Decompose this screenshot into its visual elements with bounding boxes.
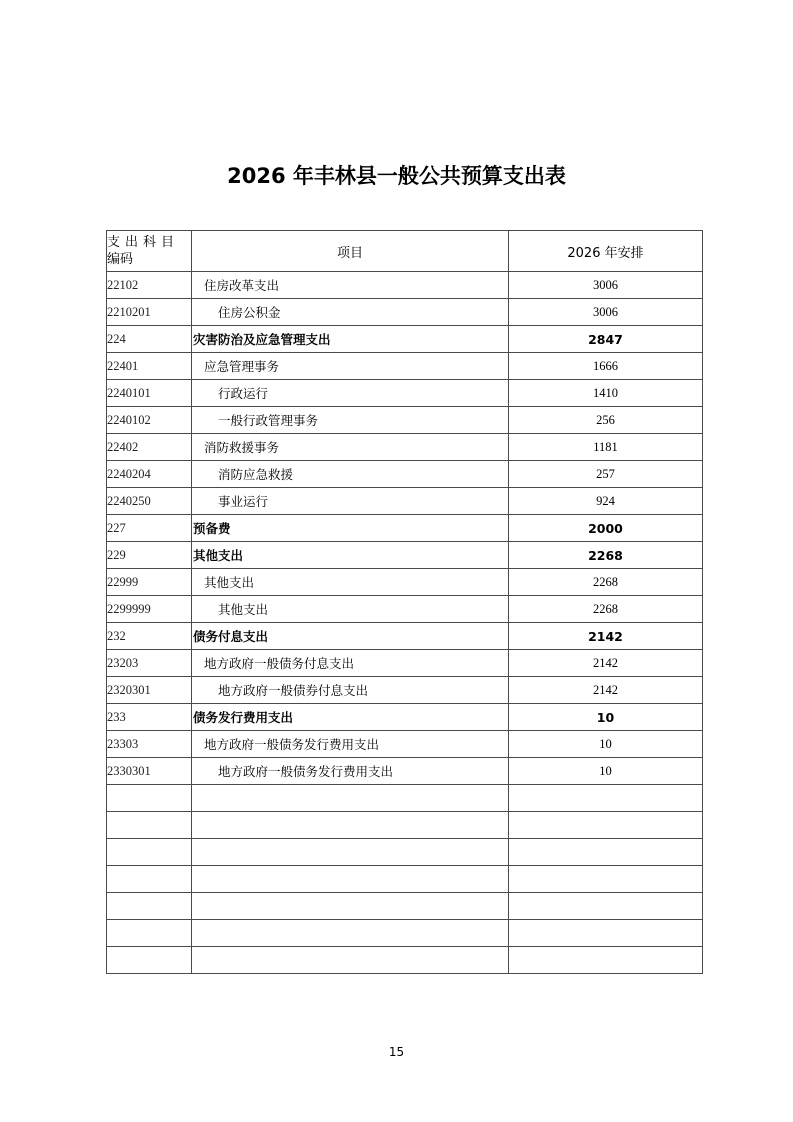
page-number: 15 bbox=[388, 1045, 405, 1059]
table-row bbox=[107, 542, 703, 569]
subject-code-cell: 22402 bbox=[107, 434, 192, 461]
subject-code-cell: 224 bbox=[107, 326, 192, 353]
item-name-cell: 住房改革支出 bbox=[192, 272, 509, 299]
item-name-cell: 灾害防治及应急管理支出 bbox=[192, 326, 509, 353]
subject-code-cell: 2210201 bbox=[107, 299, 192, 326]
table-row bbox=[107, 812, 703, 839]
table-row bbox=[107, 326, 703, 353]
item-name-cell bbox=[192, 947, 509, 974]
amount-cell bbox=[509, 947, 703, 974]
subject-code-cell bbox=[107, 866, 192, 893]
table-body bbox=[107, 272, 703, 974]
item-name-cell bbox=[192, 785, 509, 812]
subject-code-cell: 233 bbox=[107, 704, 192, 731]
table-row bbox=[107, 893, 703, 920]
amount-cell: 1666 bbox=[509, 353, 703, 380]
subject-code-cell: 2240102 bbox=[107, 407, 192, 434]
item-name-cell bbox=[192, 920, 509, 947]
header-amount-2026: 2026 年安排 bbox=[509, 231, 703, 272]
subject-code-cell: 22999 bbox=[107, 569, 192, 596]
table-row bbox=[107, 947, 703, 974]
table-row bbox=[107, 623, 703, 650]
header-subject-code-line2: 编码 bbox=[107, 252, 134, 267]
subject-code-cell: 23303 bbox=[107, 731, 192, 758]
item-name-cell: 其他支出 bbox=[192, 569, 509, 596]
item-name-cell bbox=[192, 866, 509, 893]
table-row bbox=[107, 596, 703, 623]
subject-code-cell: 229 bbox=[107, 542, 192, 569]
table-row bbox=[107, 407, 703, 434]
subject-code-cell: 2240204 bbox=[107, 461, 192, 488]
item-name-cell: 一般行政管理事务 bbox=[192, 407, 509, 434]
amount-cell: 2268 bbox=[509, 569, 703, 596]
item-name-cell: 地方政府一般债务发行费用支出 bbox=[192, 731, 509, 758]
item-name-cell: 行政运行 bbox=[192, 380, 509, 407]
item-name-cell bbox=[192, 812, 509, 839]
subject-code-cell bbox=[107, 920, 192, 947]
item-name-cell: 住房公积金 bbox=[192, 299, 509, 326]
item-name-cell: 地方政府一般债务付息支出 bbox=[192, 650, 509, 677]
item-name-cell: 地方政府一般债券付息支出 bbox=[192, 677, 509, 704]
amount-cell: 924 bbox=[509, 488, 703, 515]
subject-code-cell bbox=[107, 839, 192, 866]
item-name-cell: 应急管理事务 bbox=[192, 353, 509, 380]
subject-code-cell: 23203 bbox=[107, 650, 192, 677]
amount-cell: 3006 bbox=[509, 272, 703, 299]
table-row bbox=[107, 731, 703, 758]
table-row bbox=[107, 839, 703, 866]
item-name-cell bbox=[192, 839, 509, 866]
table-row bbox=[107, 272, 703, 299]
table-row bbox=[107, 866, 703, 893]
table-row bbox=[107, 569, 703, 596]
subject-code-cell: 227 bbox=[107, 515, 192, 542]
amount-cell: 3006 bbox=[509, 299, 703, 326]
amount-cell: 10 bbox=[509, 704, 703, 731]
header-subject-code-line1: 支出科目 bbox=[107, 235, 180, 250]
amount-cell bbox=[509, 785, 703, 812]
subject-code-cell bbox=[107, 812, 192, 839]
table-header-row bbox=[107, 231, 703, 272]
item-name-cell: 地方政府一般债务发行费用支出 bbox=[192, 758, 509, 785]
subject-code-cell: 22401 bbox=[107, 353, 192, 380]
subject-code-cell: 2299999 bbox=[107, 596, 192, 623]
amount-cell bbox=[509, 866, 703, 893]
amount-cell: 1410 bbox=[509, 380, 703, 407]
table-row bbox=[107, 488, 703, 515]
item-name-cell: 其他支出 bbox=[192, 596, 509, 623]
table-row bbox=[107, 704, 703, 731]
subject-code-cell: 2240101 bbox=[107, 380, 192, 407]
item-name-cell: 消防应急救援 bbox=[192, 461, 509, 488]
item-name-cell: 债务发行费用支出 bbox=[192, 704, 509, 731]
item-name-cell bbox=[192, 893, 509, 920]
table-row bbox=[107, 677, 703, 704]
amount-cell bbox=[509, 893, 703, 920]
subject-code-cell: 232 bbox=[107, 623, 192, 650]
amount-cell: 257 bbox=[509, 461, 703, 488]
table-row bbox=[107, 380, 703, 407]
amount-cell: 2142 bbox=[509, 650, 703, 677]
table-row bbox=[107, 461, 703, 488]
amount-cell: 2000 bbox=[509, 515, 703, 542]
amount-cell: 10 bbox=[509, 758, 703, 785]
subject-code-cell: 2330301 bbox=[107, 758, 192, 785]
subject-code-cell: 2240250 bbox=[107, 488, 192, 515]
subject-code-cell bbox=[107, 893, 192, 920]
amount-cell: 256 bbox=[509, 407, 703, 434]
header-subject-code bbox=[107, 231, 192, 272]
table-row bbox=[107, 434, 703, 461]
amount-cell: 2847 bbox=[509, 326, 703, 353]
table-row bbox=[107, 785, 703, 812]
amount-cell: 2268 bbox=[509, 596, 703, 623]
item-name-cell: 其他支出 bbox=[192, 542, 509, 569]
budget-expenditure-table bbox=[106, 230, 703, 974]
table-row bbox=[107, 920, 703, 947]
amount-cell: 1181 bbox=[509, 434, 703, 461]
amount-cell: 2142 bbox=[509, 623, 703, 650]
item-name-cell: 债务付息支出 bbox=[192, 623, 509, 650]
amount-cell: 2268 bbox=[509, 542, 703, 569]
header-item: 项目 bbox=[192, 231, 509, 272]
amount-cell bbox=[509, 839, 703, 866]
subject-code-cell: 2320301 bbox=[107, 677, 192, 704]
table-row bbox=[107, 353, 703, 380]
table-row bbox=[107, 299, 703, 326]
amount-cell: 10 bbox=[509, 731, 703, 758]
subject-code-cell bbox=[107, 785, 192, 812]
item-name-cell: 消防救援事务 bbox=[192, 434, 509, 461]
amount-cell bbox=[509, 812, 703, 839]
amount-cell: 2142 bbox=[509, 677, 703, 704]
table-row bbox=[107, 650, 703, 677]
subject-code-cell: 22102 bbox=[107, 272, 192, 299]
page-title: 2026 年丰林县一般公共预算支出表 bbox=[227, 164, 566, 188]
item-name-cell: 事业运行 bbox=[192, 488, 509, 515]
amount-cell bbox=[509, 920, 703, 947]
table-row bbox=[107, 758, 703, 785]
item-name-cell: 预备费 bbox=[192, 515, 509, 542]
table-row bbox=[107, 515, 703, 542]
subject-code-cell bbox=[107, 947, 192, 974]
